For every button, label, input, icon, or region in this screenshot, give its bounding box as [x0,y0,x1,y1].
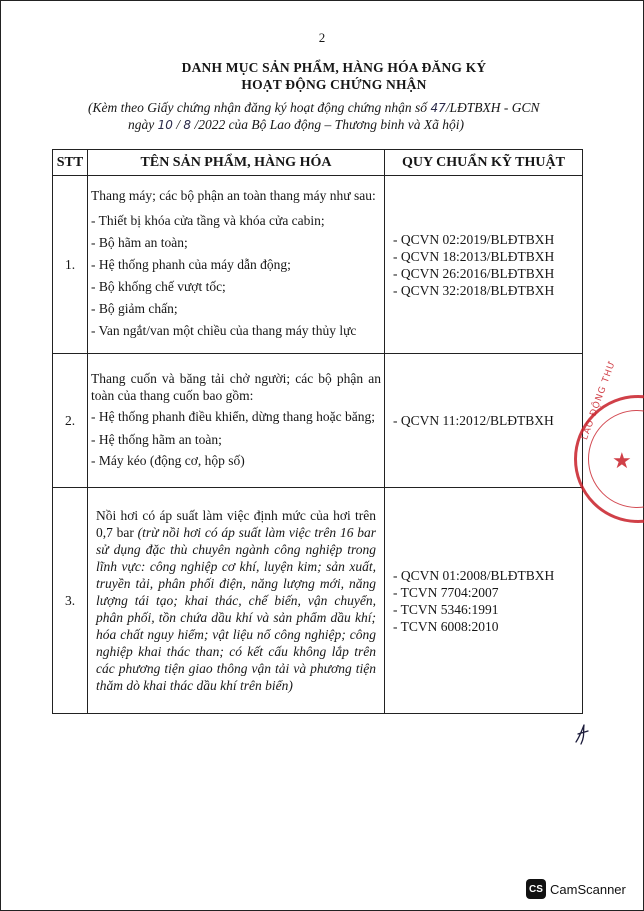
row-stt: 2. [53,354,88,488]
date-suffix: /2022 của Bộ Lao động – Thương binh và Xã hội) [191,117,464,132]
header-stt: STT [53,150,88,176]
row-standards [385,488,583,714]
row-standards [385,176,583,354]
standards-list [385,231,582,299]
standard-item: - QCVN 26:2016/BLĐTBXH [393,265,555,281]
initial-signature [572,722,592,746]
product-line: - Hệ thống phanh điều khiển, dừng thang hoặc băng; [91,409,376,424]
product-line: Thang máy; các bộ phận an toàn thang máy như sau: [91,188,376,203]
table-row [53,354,583,488]
row-product [88,176,385,354]
product-lines [88,368,384,473]
date-separator: / [172,117,184,132]
standard-item: - QCVN 02:2019/BLĐTBXH [393,231,555,247]
standard-item: - TCVN 5346:1991 [393,601,499,617]
row-product [88,354,385,488]
product-lines [88,185,384,344]
page-number: 2 [318,30,326,45]
product-line: - Thiết bị khóa cửa tầng và khóa cửa cabin; [91,213,325,228]
product-line: - Máy kéo (động cơ, hộp số) [91,453,245,468]
row-product [88,488,385,714]
table-header-row [53,150,583,176]
date-prefix: ngày [128,117,158,132]
date-day-handwritten: 10 [157,118,173,132]
table-row [53,488,583,714]
product-line: - Hệ thống phanh của máy dẫn động; [91,257,291,272]
row-stt: 1. [53,176,88,354]
stamp-star-icon: ★ [612,448,632,473]
standard-item: - QCVN 32:2018/BLĐTBXH [393,282,555,298]
table-row [53,176,583,354]
standard-item: - TCVN 7704:2007 [393,584,499,600]
subtitle-line-1 [88,100,539,116]
camscanner-watermark [526,878,626,900]
product-exception-text: (trừ nồi hơi có áp suất làm việc trên 16 bar sử dụng đặc thù chuyên ngành công nghiệp trong lĩnh vực: công nghiệp cơ khí, luyện kim; sản xuất, truyền tải, phân phối điện, năng lượng mới, năng lượng tái tạo; khai thác, chế biến, vận chuyển, phân phối, tồn chứa dầu khí và sản phẩm dầu khí; hóa chất nguy hiểm; vật liệu nổ công nghiệp; công nghiệp khai thác than; có kết cấu không lắp trên các phương tiện giao thông vận tải và phương tiện thăm dò khai thác dầu khí trên biển) [96,525,376,693]
product-table [52,149,583,714]
document-title-line-2: HOẠT ĐỘNG CHỨNG NHẬN [241,77,427,92]
stamp-text: LAO ĐỘNG THƯ [580,359,619,442]
camscanner-logo-icon: CS [526,879,546,899]
certificate-number-handwritten: 47 [430,101,446,115]
header-standard: QUY CHUẨN KỸ THUẬT [385,150,583,176]
document-title-line-1: DANH MỤC SẢN PHẨM, HÀNG HÓA ĐĂNG KÝ [181,60,487,75]
product-line: - Bộ giảm chấn; [91,301,178,316]
product-main-text: Nồi hơi có áp suất làm việc định mức của hơi trên 0,7 bar [96,508,376,540]
product-line: - Bộ hãm an toàn; [91,235,188,250]
product-description [88,501,384,700]
camscanner-label: CamScanner [550,881,626,897]
standard-item: - QCVN 01:2008/BLĐTBXH [393,567,555,583]
product-line: - Van ngắt/van một chiều của thang máy thủy lực [91,323,357,338]
date-month-handwritten: 8 [183,118,192,132]
subtitle-line-2 [128,117,464,133]
product-line: - Bộ khống chế vượt tốc; [91,279,226,294]
product-line: - Hệ thống hãm an toàn; [91,432,222,447]
standards-list [385,412,582,429]
standard-item: - TCVN 6008:2010 [393,618,499,634]
subtitle-post: /LĐTBXH - GCN [445,100,540,115]
row-standards [385,354,583,488]
product-line: Thang cuốn và băng tải chở người; các bộ phận an toàn của thang cuốn bao gồm: [91,371,381,403]
standard-item: - QCVN 11:2012/BLĐTBXH [393,413,554,428]
header-product: TÊN SẢN PHẨM, HÀNG HÓA [88,150,385,176]
subtitle-pre: (Kèm theo Giấy chứng nhận đăng ký hoạt động chứng nhận số [88,100,431,115]
row-stt: 3. [53,488,88,714]
standards-list [385,567,582,635]
standard-item: - QCVN 18:2013/BLĐTBXH [393,248,555,264]
